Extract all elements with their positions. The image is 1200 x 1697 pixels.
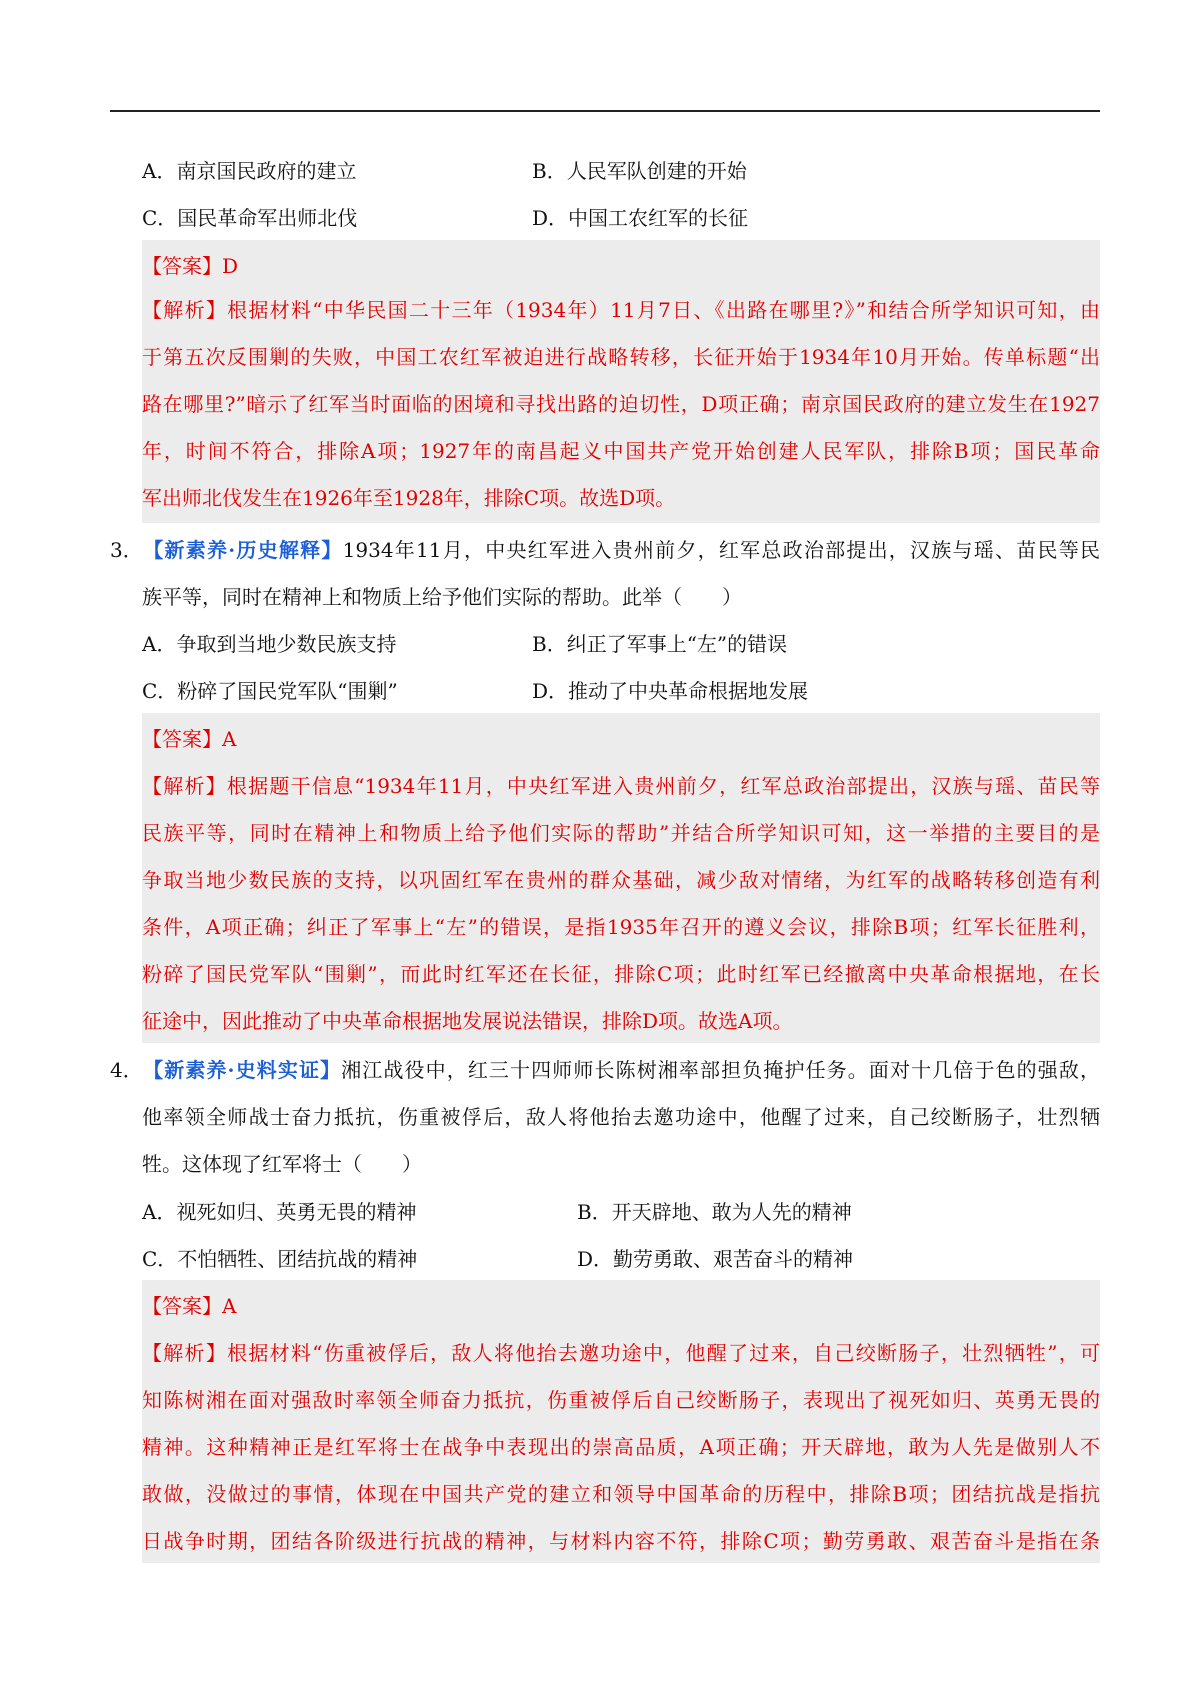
q4-option-a: A．视死如归、英勇无畏的精神 [142,1200,417,1224]
q2-analysis-line-2: 于第五次反围剿的失败，中国工农红军被迫进行战略转移，长征开始于1934年10月开始。传单标题“出 [142,345,1100,369]
q3-stem-line-1 [110,536,1100,564]
q2-options-row-2 [142,203,1100,233]
q4-stem-line-2: 他率领全师战士奋力抵抗，伤重被俘后，敌人将他抬去邀功途中，他醒了过来，自己绞断肠子，壮烈牺 [142,1105,1100,1129]
q3-options-row-1 [142,629,1100,659]
q3-analysis-line-4: 条件，A项正确；纠正了军事上“左”的错误，是指1935年召开的遵义会议，排除B项；红军长征胜利， [142,915,1100,939]
q3-analysis-line-5: 粉碎了国民党军队“围剿”，而此时红军还在长征，排除C项；此时红军已经撤离中央革命根据地，在长 [142,962,1100,986]
q3-stem-line-2: 族平等，同时在精神上和物质上给予他们实际的帮助。此举（ ） [142,585,742,609]
q4-answer-box [142,1280,1100,1563]
q4-stem-line-3: 牲。这体现了红军将士（ ） [142,1152,422,1176]
q4-stem-line-1 [110,1056,1100,1084]
q2-option-d: D．中国工农红军的长征 [532,206,749,230]
q3-option-d: D．推动了中央革命根据地发展 [532,679,809,703]
q4-tag: 【新素养·史料实证】 [142,1058,342,1082]
q3-analysis-line-2: 民族平等，同时在精神上和物质上给予他们实际的帮助”并结合所学知识可知，这一举措的主要目的是 [142,821,1100,845]
q2-option-a: A．南京国民政府的建立 [142,159,357,183]
q4-analysis-line-4: 敢做，没做过的事情，体现在中国共产党的建立和领导中国革命的历程中，排除B项；团结抗战是指抗 [142,1482,1100,1506]
q3-option-b: B．纠正了军事上“左”的错误 [532,632,788,656]
q4-option-c: C．不怕牺牲、团结抗战的精神 [142,1247,418,1271]
q4-option-b: B．开天辟地、敢为人先的精神 [577,1200,852,1224]
q4-number: 4． [110,1058,143,1082]
q3-answer-box [142,713,1100,1043]
q2-answer: 【答案】D [142,254,239,278]
q3-options-row-2 [142,676,1100,706]
header-rule [110,110,1100,112]
q2-analysis-line-1: 【解析】根据材料“中华民国二十三年（1934年）11月7日、《出路在哪里?》”和结合所学知识可知，由 [142,298,1100,322]
q4-option-d: D．勤劳勇敢、艰苦奋斗的精神 [577,1247,854,1271]
q4-analysis-line-1: 【解析】根据材料“伤重被俘后，敌人将他抬去邀功途中，他醒了过来，自己绞断肠子，壮烈牺牲”，可 [142,1341,1100,1365]
q3-analysis-line-1: 【解析】根据题干信息“1934年11月，中央红军进入贵州前夕，红军总政治部提出，汉族与瑶、苗民等 [142,774,1100,798]
q3-option-c: C．粉碎了国民党军队“围剿” [142,679,398,703]
q3-analysis-line-3: 争取当地少数民族的支持，以巩固红军在贵州的群众基础，减少敌对情绪，为红军的战略转移创造有利 [142,868,1100,892]
q3-option-a: A．争取到当地少数民族支持 [142,632,397,656]
q2-analysis-line-5: 军出师北伐发生在1926年至1928年，排除C项。故选D项。 [142,486,676,510]
q4-stem-text-1: 湘江战役中，红三十四师师长陈树湘率部担负掩护任务。面对十几倍于色的强敌， [341,1058,1100,1082]
q3-stem-text-1: 1934年11月，中央红军进入贵州前夕，红军总政治部提出，汉族与瑶、苗民等民 [342,538,1100,562]
q4-analysis-line-5: 日战争时期，团结各阶级进行抗战的精神，与材料内容不符，排除C项；勤劳勇敢、艰苦奋斗是指在条 [142,1529,1100,1553]
q2-analysis-line-3: 路在哪里?”暗示了红军当时面临的困境和寻找出路的迫切性，D项正确；南京国民政府的建立发生在1927 [142,392,1100,416]
q4-analysis-line-2: 知陈树湘在面对强敌时率领全师奋力抵抗，伤重被俘后自己绞断肠子，表现出了视死如归、英勇无畏的 [142,1388,1100,1412]
q2-answer-box [142,240,1100,523]
q2-option-c: C．国民革命军出师北伐 [142,206,358,230]
q4-answer: 【答案】A [142,1294,237,1318]
q2-options-row-1 [142,156,1100,186]
q3-analysis-line-6: 征途中，因此推动了中央革命根据地发展说法错误，排除D项。故选A项。 [142,1009,793,1033]
q4-options-row-2 [142,1244,1100,1274]
q4-options-row-1 [142,1197,1100,1227]
q2-analysis-line-4: 年，时间不符合，排除A项；1927年的南昌起义中国共产党开始创建人民军队，排除B项；国民革命 [142,439,1100,463]
q3-tag: 【新素养·历史解释】 [142,538,343,562]
q2-option-b: B．人民军队创建的开始 [532,159,747,183]
q4-analysis-line-3: 精神。这种精神正是红军将士在战争中表现出的崇高品质，A项正确；开天辟地，敢为人先是做别人不 [142,1435,1100,1459]
q3-answer: 【答案】A [142,727,237,751]
q3-number: 3． [110,538,143,562]
